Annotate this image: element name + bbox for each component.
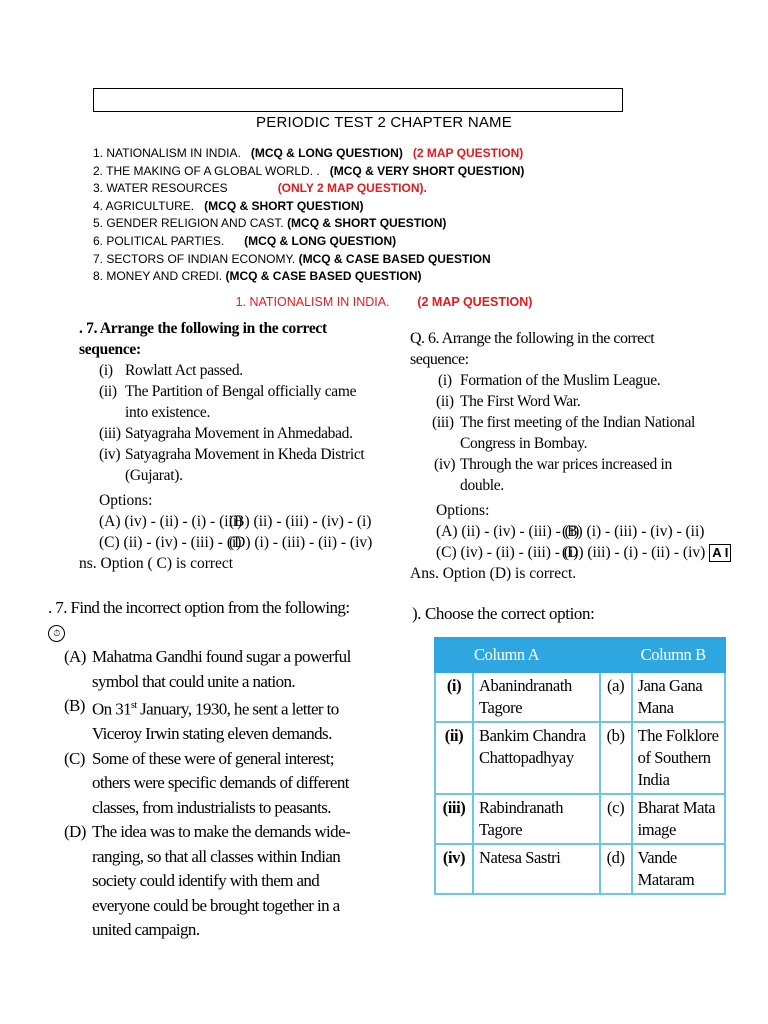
row-number: (i) bbox=[435, 672, 473, 722]
item-text: Formation of the Muslim League. bbox=[460, 372, 661, 389]
chapter-name: 1. NATIONALISM IN INDIA. bbox=[93, 146, 241, 160]
options-label: Options: bbox=[436, 502, 490, 519]
item-number: (iii) bbox=[99, 425, 121, 442]
question-arrange-left bbox=[79, 318, 379, 574]
chapter-item bbox=[93, 215, 524, 233]
item-number: (ii) bbox=[436, 393, 454, 410]
chapter-tag: (MCQ & CASE BASED QUESTION bbox=[298, 251, 491, 266]
chapter-item bbox=[93, 233, 524, 251]
item-number: (iii) bbox=[432, 414, 454, 431]
column-a-cell: Abanindranath Tagore bbox=[473, 672, 600, 722]
chapter-name: 8. MONEY AND CREDI. bbox=[93, 269, 223, 284]
question-incorrect-option bbox=[48, 596, 360, 943]
option: (B) (i) - (iii) - (iv) - (ii) bbox=[562, 523, 705, 540]
options-row bbox=[79, 532, 379, 553]
option-item bbox=[64, 747, 360, 821]
section-heading bbox=[0, 295, 768, 309]
option: (B) (ii) - (iii) - (iv) - (i) bbox=[229, 513, 372, 530]
title-box bbox=[93, 88, 623, 112]
item-number: (i) bbox=[438, 372, 452, 389]
section-tag: (2 MAP QUESTION) bbox=[417, 295, 533, 309]
question-item bbox=[79, 381, 379, 423]
column-a-cell: Natesa Sastri bbox=[473, 844, 600, 894]
item-number: (i) bbox=[99, 362, 113, 379]
row-letter: (b) bbox=[600, 722, 632, 794]
item-text: The first meeting of the Indian National Congress in Bombay. bbox=[460, 414, 696, 452]
option-item bbox=[64, 820, 360, 943]
item-text: The First Word War. bbox=[460, 393, 581, 410]
question-stem: ). Choose the correct option: bbox=[412, 604, 595, 623]
question-item bbox=[410, 391, 710, 412]
answer-text: Ans. Option (D) is correct. bbox=[410, 565, 577, 582]
chapter-tag: (MCQ & VERY SHORT QUESTION) bbox=[329, 163, 525, 178]
column-b-cell: Vande Mataram bbox=[632, 844, 725, 894]
column-b-cell: The Folklore of Southern India bbox=[632, 722, 725, 794]
row-letter: (d) bbox=[600, 844, 632, 894]
row-number: (ii) bbox=[435, 722, 473, 794]
option-text: January, 1930, he sent a letter to Viceroy Irwin stating eleven demands. bbox=[92, 699, 339, 744]
chapter-name: 2. THE MAKING OF A GLOBAL WORLD. . bbox=[93, 163, 320, 178]
option-label: (B) bbox=[64, 696, 85, 715]
options-row bbox=[79, 511, 379, 532]
chapter-name: 3. WATER RESOURCES bbox=[93, 181, 228, 196]
question-stem: . 7. Arrange the following in the correct sequence: bbox=[79, 320, 327, 358]
option-item bbox=[64, 694, 360, 747]
question-stem-text: . 7. Find the incorrect option from the following: bbox=[48, 598, 350, 617]
question-item bbox=[410, 412, 710, 454]
question-item bbox=[79, 444, 379, 486]
chapter-item bbox=[93, 145, 524, 163]
page-title: PERIODIC TEST 2 CHAPTER NAME bbox=[256, 114, 512, 131]
chapter-tag: (MCQ & LONG QUESTION) bbox=[250, 146, 403, 160]
question-stem: Q. 6. Arrange the following in the correct sequence: bbox=[410, 330, 655, 368]
column-a-header: Column A bbox=[435, 638, 600, 672]
item-text: Through the war prices increased in double. bbox=[460, 456, 673, 494]
question-stem bbox=[48, 596, 360, 645]
option-label: (C) bbox=[64, 748, 85, 768]
row-number: (iii) bbox=[435, 794, 473, 844]
question-item bbox=[410, 454, 710, 496]
section-name: 1. NATIONALISM IN INDIA. bbox=[235, 295, 390, 309]
table-row bbox=[435, 794, 725, 844]
chapter-name: 6. POLITICAL PARTIES. bbox=[93, 233, 225, 248]
row-letter: (a) bbox=[600, 672, 632, 722]
item-text: The Partition of Bengal officially came into existence. bbox=[125, 383, 357, 421]
chapter-extra: (ONLY 2 MAP QUESTION). bbox=[277, 181, 427, 196]
answer-text: ns. Option ( C) is correct bbox=[79, 555, 234, 572]
chapter-item bbox=[93, 163, 524, 181]
chapter-tag: (MCQ & CASE BASED QUESTION) bbox=[225, 269, 422, 284]
table-row bbox=[435, 672, 725, 722]
column-b-header: Column B bbox=[600, 638, 725, 672]
column-b-cell: Jana Gana Mana bbox=[632, 672, 725, 722]
table-header-row bbox=[435, 638, 725, 672]
column-a-cell: Bankim Chandra Chattopadhyay bbox=[473, 722, 600, 794]
option-item bbox=[64, 645, 360, 694]
chapter-tag: (MCQ & SHORT QUESTION) bbox=[204, 198, 364, 213]
item-text: Rowlatt Act passed. bbox=[125, 362, 243, 379]
row-letter: (c) bbox=[600, 794, 632, 844]
row-number: (iv) bbox=[435, 844, 473, 894]
option-sup: st bbox=[131, 700, 137, 711]
option-text: On 31 bbox=[92, 699, 132, 719]
option: (C) (ii) - (iv) - (iii) - (i) bbox=[99, 534, 242, 551]
item-text: Satyagraha Movement in Kheda District (Gujarat). bbox=[125, 446, 365, 484]
option: (D) (i) - (iii) - (ii) - (iv) bbox=[229, 534, 373, 551]
chapter-name: 7. SECTORS OF INDIAN ECONOMY. bbox=[93, 251, 296, 266]
item-number: (iv) bbox=[434, 456, 456, 473]
chapter-tag: (MCQ & SHORT QUESTION) bbox=[287, 216, 447, 231]
option: (D) (iii) - (i) - (ii) - (iv) bbox=[562, 544, 706, 561]
chapter-name: 5. GENDER RELIGION AND CAST. bbox=[93, 216, 284, 231]
book-icon: A I bbox=[709, 544, 731, 562]
option: (A) (ii) - (iv) - (iii) - (i) bbox=[436, 523, 580, 540]
column-a-cell: Rabindranath Tagore bbox=[473, 794, 600, 844]
options-row bbox=[410, 542, 729, 563]
column-b-cell: Bharat Mata image bbox=[632, 794, 725, 844]
question-item bbox=[410, 370, 710, 391]
chapter-extra: (2 MAP QUESTION) bbox=[412, 146, 524, 160]
table-row bbox=[435, 844, 725, 894]
chapter-item bbox=[93, 268, 524, 286]
option-label: (A) bbox=[64, 647, 86, 666]
option: (A) (iv) - (ii) - (i) - (iii) bbox=[99, 513, 243, 530]
option-text: Mahatma Gandhi found sugar a powerful symbol that could unite a nation. bbox=[92, 647, 351, 691]
options-row bbox=[410, 521, 710, 542]
clock-icon: ⏱ bbox=[48, 625, 65, 642]
question-arrange-right bbox=[410, 328, 729, 584]
chapter-name: 4. AGRICULTURE. bbox=[93, 198, 195, 213]
chapter-item bbox=[93, 180, 524, 198]
match-table bbox=[434, 637, 726, 895]
chapter-list bbox=[93, 145, 524, 286]
chapter-item bbox=[93, 251, 524, 269]
options-label: Options: bbox=[99, 492, 153, 509]
option-text: Some of these were of general interest; others were specific demands of different classes, from industrialists to peasants. bbox=[92, 748, 349, 817]
question-item bbox=[79, 423, 379, 444]
table-row bbox=[435, 722, 725, 794]
item-text: Satyagraha Movement in Ahmedabad. bbox=[125, 425, 353, 442]
item-number: (iv) bbox=[99, 446, 121, 463]
option: (C) (iv) - (ii) - (iii) - (i) bbox=[436, 544, 579, 561]
item-number: (ii) bbox=[99, 383, 117, 400]
question-item bbox=[79, 360, 379, 381]
chapter-tag: (MCQ & LONG QUESTION) bbox=[244, 233, 397, 248]
option-label: (D) bbox=[64, 822, 86, 842]
chapter-item bbox=[93, 198, 524, 216]
option-text: The idea was to make the demands wide-ranging, so that all classes within Indian society could identify with them and everyone could be brought together in a united campaign. bbox=[92, 822, 351, 940]
